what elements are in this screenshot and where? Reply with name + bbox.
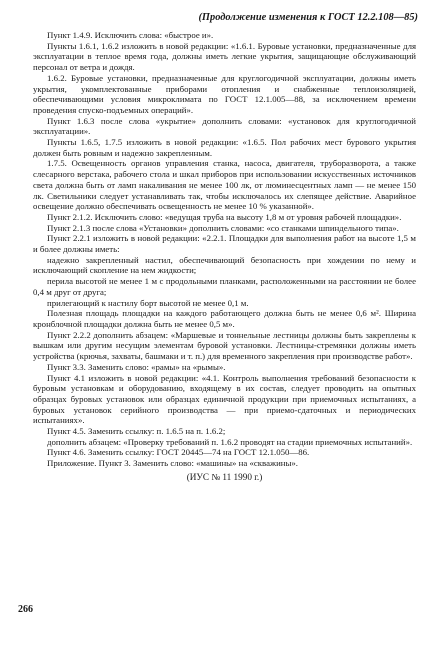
page-header: (Продолжение изменения к ГОСТ 12.2.108—85) [198, 12, 418, 23]
paragraph: надежно закрепленный настил, обеспечивающий безопасность при хождении по нему и исключающий скопление на нем жидкости; [33, 254, 416, 276]
paragraph: Пункт 4.6. Заменить ссылку: ГОСТ 20445—74 на ГОСТ 12.1.050—86. [47, 447, 310, 458]
paragraph: Приложение. Пункт 3. Заменить слово: «машины» на «скважины». [47, 458, 298, 469]
paragraph: Пункты 1.6.5, 1.7.5 изложить в новой редакции: «1.6.5. Пол рабочих мест бурового укрытия должен быть ровным и надежно закрепленным. [33, 137, 416, 158]
paragraph: прилегающий к настилу борт высотой не менее 0,1 м. [47, 297, 249, 308]
paragraph: Пункт 2.1.3 после слова «Установки» дополнить словами: «со станками шпиндельного типа». [47, 222, 399, 233]
page-number: 266 [18, 604, 33, 615]
paragraph: Пункт 1.6.3 после слова «укрытие» дополнить словами: «установок для круглогодичной эксплуатации». [33, 115, 416, 137]
paragraph: Пункт 2.2.2 дополнить абзацем: «Маршевые и тоннельные лестницы должны быть закреплены к вышкам или другим несущим элементам буровой установки. Лестницы-стремянки должны иметь устройства (крючья, захваты, башмаки и т. п.) для временного закрепления при производстве работ». [33, 329, 416, 362]
paragraph: перила высотой не менее 1 м с продольными планками, расположенными на расстоянии не более 0,4 м друг от друга; [33, 276, 416, 297]
paragraph: Пункт 4.5. Заменить ссылку: п. 1.6.5 на п. 1.6.2; [47, 426, 226, 437]
paragraph: Пункт 4.1 изложить в новой редакции: «4.1. Контроль выполнения требований безопасности к буровым установкам и оборудованию, входящему в их состав, следует проводить на опытных образцах буровых установок или образцах единичной продукции при приемочных испытаниях, а буровых установок серийного производства — при приемо-сдаточных и периодических испытаниях». [33, 372, 416, 426]
paragraph: Пункт 2.1.2. Исключить слово: «ведущая труба на высоту 1,8 м от уровня рабочей площадки». [47, 211, 402, 222]
paragraph: Пункт 3.3. Заменить слово: «рамы» на «рымы». [47, 361, 226, 372]
source-note: (ИУС № 11 1990 г.) [186, 471, 263, 482]
paragraph: дополнить абзацем: «Проверку требований п. 1.6.2 проводят на стадии приемочных испытаний». [47, 436, 413, 447]
paragraph: Пункт 2.2.1 изложить в новой редакции: «2.2.1. Площадки для выполнения работ на высоте 1,5 м и более должны иметь: [33, 233, 416, 255]
paragraph: Пункт 1.4.9. Исключить слова: «быстрое и». [47, 30, 214, 40]
paragraph: 1.6.2. Буровые установки, предназначенные для круглогодичной эксплуатации, должны иметь укрытия, укомплектованные приборами отопления и снабженные теплоизоляцией, обеспечивающими условия микроклимата по ГОСТ 12.1.005—88, за исключением времени проведения спуско-подъемных операций». [33, 72, 416, 115]
paragraph: Полезная площадь площадки на каждого работающего должна быть не менее 0,6 м². Ширина кронблочной площадки должна быть не менее 0,5 м». [33, 308, 416, 329]
paragraph: 1.7.5. Освещенность органов управления станка, насоса, двигателя, труборазворота, а также слесарного верстака, рабочего стола и шкал приборов при использовании искусственных источников света должна быть от ламп накаливания не менее 100 лк, от люминесцентных ламп — не менее 150 лк. Светильники следует устанавливать так, чтобы исключалось их слепящее действие. Аварийное освещение должно обеспечивать освещенность не менее 10 % указанной». [33, 158, 416, 212]
document-body [33, 30, 416, 486]
paragraph: Пункты 1.6.1, 1.6.2 изложить в новой редакции: «1.6.1. Буровые установки, предназначенные для эксплуатации в теплое время года, должны иметь легкие укрытия, защищающие обслуживающий персонал от ветра и дождя. [33, 40, 416, 73]
